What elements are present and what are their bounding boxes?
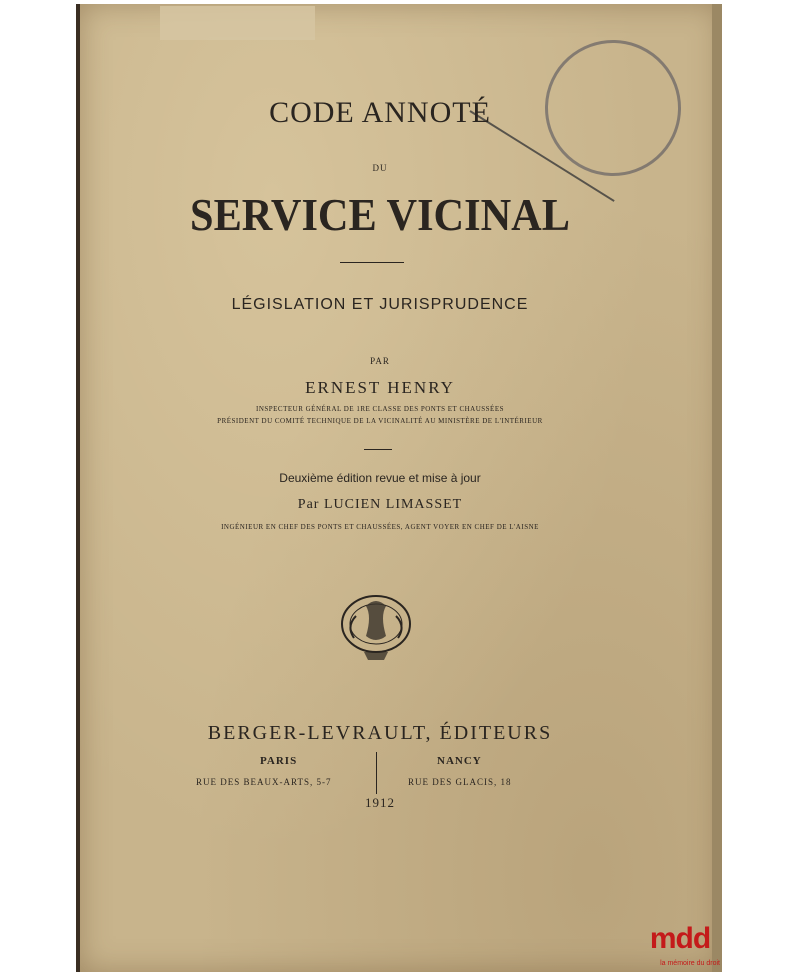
divider <box>340 262 404 263</box>
author-title-1: INSPECTEUR GÉNÉRAL DE 1RE CLASSE DES PONTS ET CHAUSSÉES <box>255 405 505 413</box>
author-name: ERNEST HENRY <box>305 378 455 397</box>
par-label: PAR <box>370 356 390 366</box>
publisher-name: BERGER-LEVRAULT, ÉDITEURS <box>207 722 553 744</box>
address-separator <box>376 752 377 794</box>
address-nancy: RUE DES GLACIS, 18 <box>408 777 512 787</box>
publication-year: 1912 <box>365 795 395 810</box>
logo-tagline: la mémoire du droit <box>660 960 720 967</box>
city-nancy: NANCY <box>437 755 482 767</box>
page-edge <box>712 4 722 972</box>
reviser-name: Par LUCIEN LIMASSET <box>297 497 463 512</box>
author-title-2: PRÉSIDENT DU COMITÉ TECHNIQUE DE LA VICINALITÉ AU MINISTÈRE DE L'INTÉRIEUR <box>217 417 543 425</box>
watermark-logo <box>640 922 720 976</box>
title-main: SERVICE VICINAL <box>190 189 570 240</box>
reviser-title: INGÉNIEUR EN CHEF DES PONTS ET CHAUSSÉES, AGENT VOYER EN CHEF DE L'AISNE <box>221 523 539 531</box>
title-line-1: CODE ANNOTÉ <box>269 96 491 129</box>
logo-text: mdd <box>649 922 711 955</box>
address-paris: RUE DES BEAUX-ARTS, 5-7 <box>196 777 332 787</box>
edition-note: Deuxième édition revue et mise à jour <box>279 471 481 485</box>
tape-strip <box>160 6 315 40</box>
subtitle: LÉGISLATION ET JURISPRUDENCE <box>231 296 529 313</box>
publisher-emblem-icon <box>336 586 416 666</box>
divider-small <box>364 449 392 450</box>
title-line-2: DU <box>372 163 388 173</box>
city-paris: PARIS <box>260 755 298 767</box>
